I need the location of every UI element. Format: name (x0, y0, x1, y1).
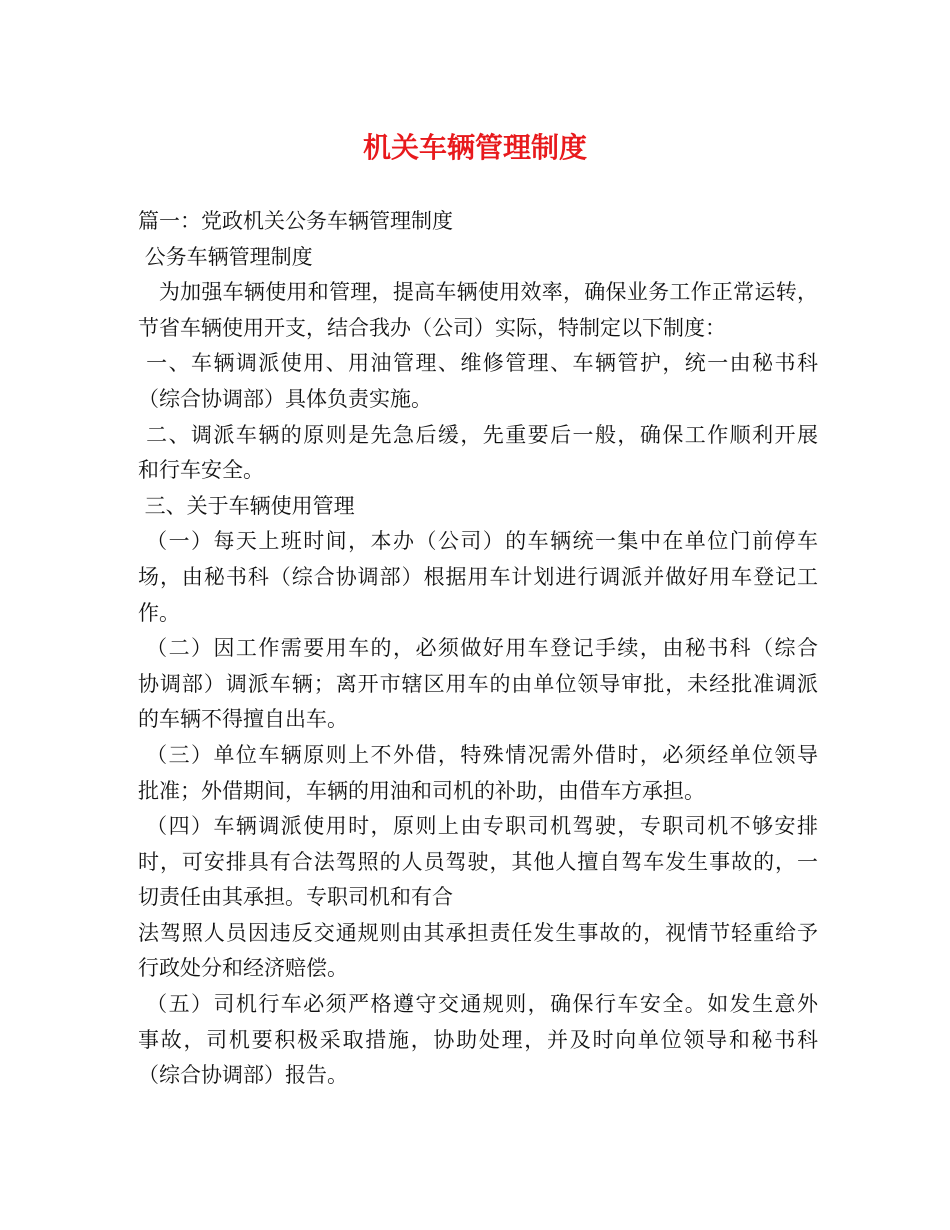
document-line: 和行车安全。 (138, 458, 264, 483)
document-line: 篇一：党政机关公务车辆管理制度 (138, 209, 453, 233)
document-line: （综合协调部）具体负责实施。 (138, 386, 432, 411)
document-line: 法驾照人员因违反交通规则由其承担责任发生事故的，视情节轻重给予 (138, 920, 818, 945)
document-line: （四）车辆调派使用时，原则上由专职司机驾驶，专职司机不够安排 (138, 814, 818, 839)
document-line: 场，由秘书科（综合协调部）根据用车计划进行调派并做好用车登记工 (138, 564, 818, 589)
document-body (138, 204, 818, 1094)
document-line: 节省车辆使用开支，结合我办（公司）实际，特制定以下制度： (138, 315, 726, 340)
document-line: 作。 (138, 600, 180, 625)
document-line: 为加强车辆使用和管理，提高车辆使用效率，确保业务工作正常运转， (138, 280, 818, 305)
document-line: （综合协调部）报告。 (138, 1063, 348, 1088)
document-line: 时，可安排具有合法驾照的人员驾驶，其他人擅自驾车发生事故的，一 (138, 849, 818, 874)
document-line: （二）因工作需要用车的，必须做好用车登记手续，由秘书科（综合 (138, 636, 818, 661)
document-line: （一）每天上班时间，本办（公司）的车辆统一集中在单位门前停车 (138, 529, 818, 554)
document-line: （三）单位车辆原则上不外借，特殊情况需外借时，必须经单位领导 (138, 742, 818, 767)
document-title: 机关车辆管理制度 (362, 131, 587, 164)
document-line: 切责任由其承担。专职司机和有合 (138, 885, 453, 910)
document-line: 三、关于车辆使用管理 (138, 493, 355, 518)
document-line: 批准；外借期间，车辆的用油和司机的补助，由借车方承担。 (138, 778, 705, 803)
document-line: 二、调派车辆的原则是先急后缓，先重要后一般，确保工作顺利开展 (138, 422, 818, 447)
document-line: 的车辆不得擅自出车。 (138, 707, 348, 732)
document-line: 公务车辆管理制度 (138, 244, 313, 269)
document-line: 事故，司机要积极采取措施，协助处理，并及时向单位领导和秘书科 (138, 1027, 818, 1052)
document-line: 协调部）调派车辆；离开市辖区用车的由单位领导审批，未经批准调派 (138, 671, 818, 696)
document-line: （五）司机行车必须严格遵守交通规则，确保行车安全。如发生意外 (138, 992, 818, 1017)
document-line: 行政处分和经济赔偿。 (138, 956, 348, 981)
document-line: 一、车辆调派使用、用油管理、维修管理、车辆管护，统一由秘书科 (138, 351, 818, 376)
